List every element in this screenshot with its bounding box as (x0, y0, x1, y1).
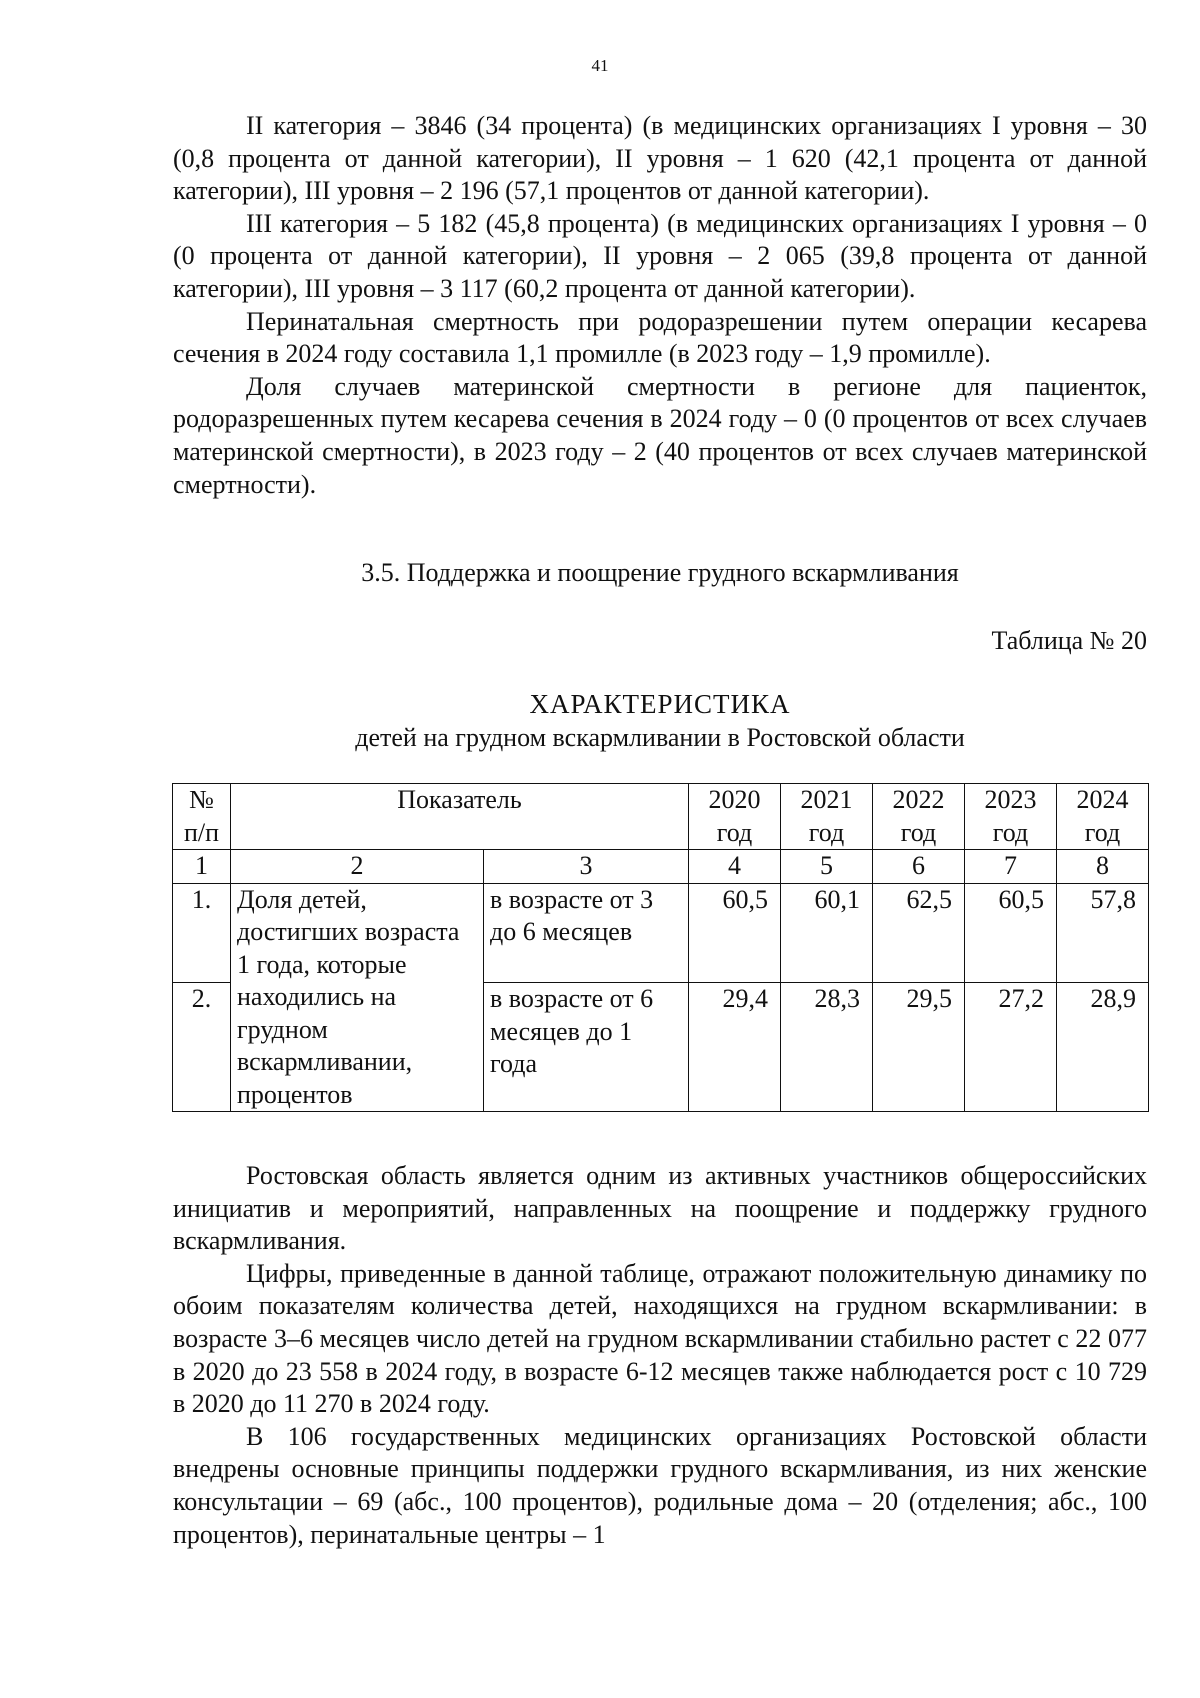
table-row (173, 883, 1149, 983)
column-number: 4 (689, 850, 781, 884)
column-number: 6 (873, 850, 965, 884)
section-title: 3.5. Поддержка и поощрение грудного вскармливания (361, 558, 959, 587)
paragraph: III категория – 5 182 (45,8 процента) (в медицинских организациях I уровня – 0 (0 процента от данной категории), II уровня – 2 065 (39,8 процента от данной категории), III уровня – 3 117 (60,2 процента от данной категории). (173, 208, 1147, 303)
bottom-text (173, 1160, 1147, 1551)
column-number-row (173, 850, 1149, 884)
table-title (173, 688, 1147, 754)
header-year: 2020 год (689, 784, 781, 850)
top-text (173, 110, 1147, 501)
header-year: 2022 год (873, 784, 965, 850)
page-number: 41 (591, 56, 609, 75)
paragraph: Доля случаев материнской смертности в регионе для пациенток, родоразрешенных путем кесарева сечения в 2024 году – 0 (0 процентов от всех случаев материнской смертности), в 2023 году – 2 (40 процентов от всех случаев материнской смертности). (173, 371, 1147, 499)
value-cell: 29,5 (873, 983, 965, 1112)
column-number: 5 (781, 850, 873, 884)
column-number: 3 (484, 850, 689, 884)
column-number: 8 (1057, 850, 1149, 884)
header-indicator: Показатель (231, 784, 689, 850)
header-num: № п/п (173, 784, 231, 850)
value-cell: 28,9 (1057, 983, 1149, 1112)
value-cell: 27,2 (965, 983, 1057, 1112)
age-group: в возрасте от 3 до 6 месяцев (484, 883, 689, 983)
indicator-label: Доля детей, достигших возраста 1 года, которые находились на грудном вскармливании, процентов (231, 883, 484, 1112)
header-year: 2024 год (1057, 784, 1149, 850)
header-year: 2021 год (781, 784, 873, 850)
value-cell: 60,5 (689, 883, 781, 983)
column-number: 7 (965, 850, 1057, 884)
value-cell: 29,4 (689, 983, 781, 1112)
column-number: 2 (231, 850, 484, 884)
value-cell: 60,1 (781, 883, 873, 983)
paragraph: II категория – 3846 (34 процента) (в медицинских организациях I уровня – 30 (0,8 процента от данной категории), II уровня – 1 620 (42,1 процента от данной категории), III уровня – 2 196 (57,1 процентов от данной категории). (173, 111, 1147, 206)
value-cell: 62,5 (873, 883, 965, 983)
breastfeeding-table (172, 783, 1149, 1112)
value-cell: 57,8 (1057, 883, 1149, 983)
table-number: Таблица № 20 (991, 626, 1147, 655)
paragraph: В 106 государственных медицинских организациях Ростовской области внедрены основные принципы поддержки грудного вскармливания, из них женские консультации – 69 (абс., 100 процентов), родильные дома – 20 (отделения; абс., 100 процентов), перинатальные центры – 1 (173, 1421, 1147, 1549)
paragraph: Перинатальная смертность при родоразрешении путем операции кесарева сечения в 2024 году составила 1,1 промилле (в 2023 году – 1,9 промилле). (173, 306, 1147, 369)
row-number: 1. (173, 883, 231, 983)
column-number: 1 (173, 850, 231, 884)
value-cell: 28,3 (781, 983, 873, 1112)
age-group: в возрасте от 6 месяцев до 1 года (484, 983, 689, 1112)
table-title-main: ХАРАКТЕРИСТИКА (529, 689, 791, 719)
value-cell: 60,5 (965, 883, 1057, 983)
table-subtitle: детей на грудном вскармливании в Ростовской области (355, 723, 965, 752)
table-header-row (173, 784, 1149, 850)
header-year: 2023 год (965, 784, 1057, 850)
paragraph: Цифры, приведенные в данной таблице, отражают положительную динамику по обоим показателям количества детей, находящихся на грудном вскармливании: в возрасте 3–6 месяцев число детей на грудном вскармливании стабильно растет с 22 077 в 2020 до 23 558 в 2024 году, в возрасте 6-12 месяцев также наблюдается рост с 10 729 в 2020 до 11 270 в 2024 году. (173, 1258, 1147, 1419)
row-number: 2. (173, 983, 231, 1112)
paragraph: Ростовская область является одним из активных участников общероссийских инициатив и мероприятий, направленных на поощрение и поддержку грудного вскармливания. (173, 1161, 1147, 1256)
